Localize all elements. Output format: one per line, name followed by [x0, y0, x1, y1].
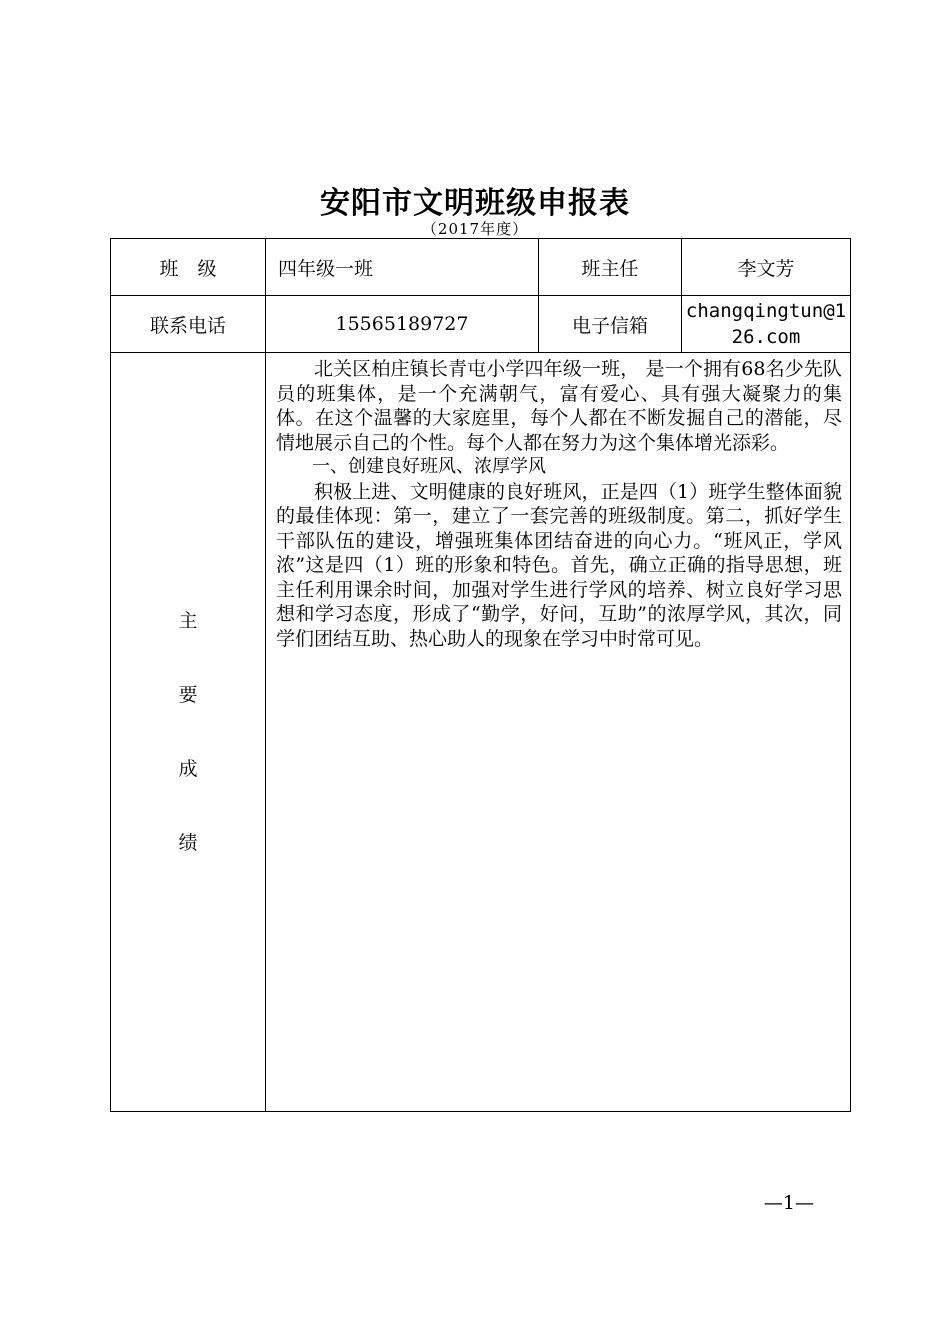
section-heading: 一、创建良好班风、浓厚学风 — [312, 456, 546, 477]
achievements-label — [111, 353, 266, 1112]
teacher-value: 李文芳 — [682, 239, 851, 296]
form-row-class — [111, 239, 851, 296]
email-value: changqingtun@126.com — [682, 296, 851, 353]
achievements-label-char: 成 — [178, 758, 198, 780]
achievements-label-char: 要 — [178, 684, 198, 706]
phone-value: 15565189727 — [266, 296, 539, 353]
achievements-label-char: 绩 — [178, 832, 198, 854]
achievements-content — [266, 353, 851, 1112]
email-label: 电子信箱 — [539, 296, 682, 353]
body-paragraph: 积极上进、文明健康的良好班风，正是四（1）班学生整体面貌的最佳体现：第一，建立了一套完善的班级制度。第二，抓好学生干部队伍的建设，增强班集体团结奋进的向心力。“班风正，学风浓”这是四（1）班的形象和特色。首先，确立正确的指导思想，班主任利用课余时间，加强对学生进行学风的培养、树立良好学习思想和学习态度，形成了“勤学，好问，互助”的浓厚学风，其次，同学们团结互助、热心助人的现象在学习中时常可见。 — [276, 480, 842, 650]
class-label: 班 级 — [111, 239, 266, 296]
form-row-achievements — [111, 353, 851, 1112]
document-title: 安阳市文明班级申报表 — [320, 186, 630, 221]
teacher-label: 班主任 — [539, 239, 682, 296]
document-subtitle: （2017年度） — [421, 220, 529, 238]
achievements-label-char: 主 — [178, 610, 198, 632]
form-row-contact — [111, 296, 851, 353]
phone-label: 联系电话 — [111, 296, 266, 353]
class-value: 四年级一班 — [266, 239, 539, 296]
intro-paragraph: 北关区柏庄镇长青屯小学四年级一班， 是一个拥有68名少先队员的班集体，是一个充满朝气，富有爱心、具有强大凝聚力的集体。在这个温馨的大家庭里，每个人都在不断发掘自己的潜能，尽情地展示自己的个性。每个人都在努力为这个集体增光添彩。 — [276, 358, 842, 454]
page-number: —1— — [763, 1192, 814, 1214]
application-form-table — [110, 238, 851, 1112]
